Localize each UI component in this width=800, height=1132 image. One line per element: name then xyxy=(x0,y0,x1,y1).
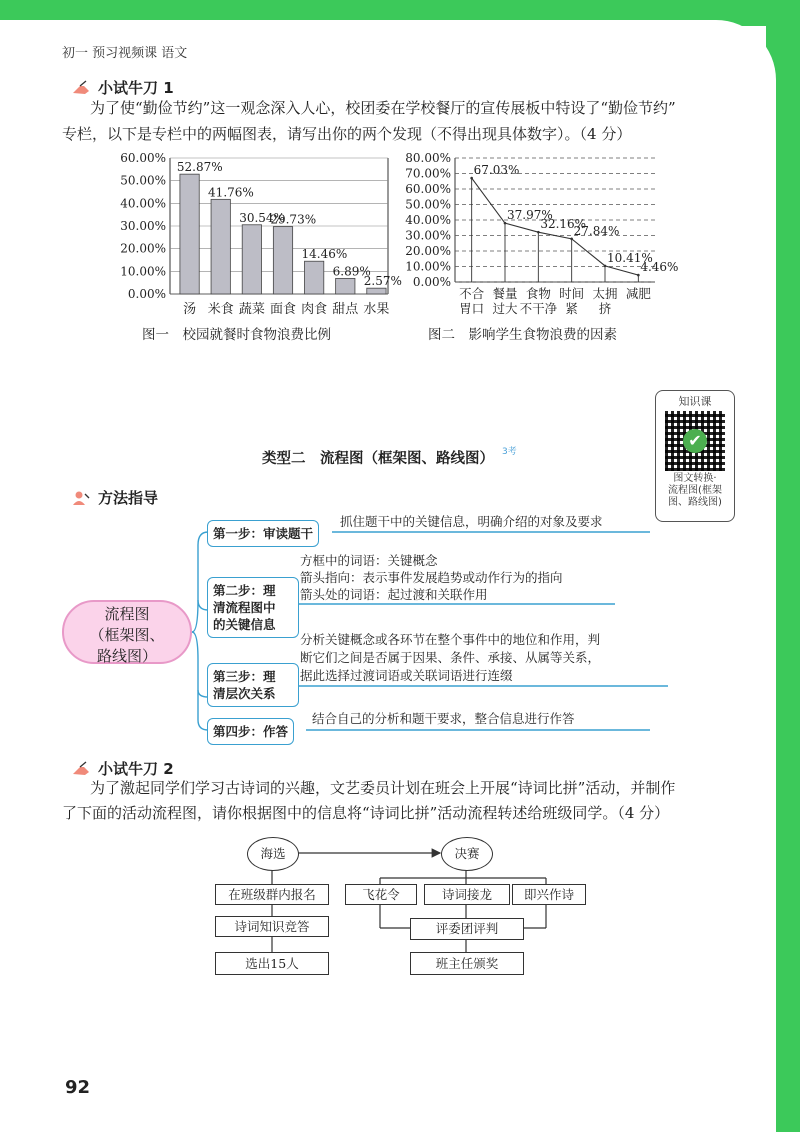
chart1-caption: 图一 校园就餐时食物浪费比例 xyxy=(142,327,331,343)
chart1-category-label: 汤 xyxy=(183,302,197,317)
chart1-value-label: 2.57% xyxy=(363,274,402,289)
step2-label-line-3: 的关键信息 xyxy=(213,617,276,632)
mindmap-root-line-3: 路线图） xyxy=(96,647,157,665)
chart2-category-label-top: 餐量 xyxy=(492,286,518,301)
step1-label: 第一步：审读题干 xyxy=(207,520,319,547)
practice2-line1: 为了激起同学们学习古诗词的兴趣，文艺委员计划在班会上开展“诗词比拼”活动，并制作 xyxy=(90,779,676,797)
practice2-title: 小试牛刀 2 xyxy=(98,760,174,778)
qr-line-1: 图文转换· xyxy=(673,473,717,484)
chart2-value-label: 37.97% xyxy=(507,208,553,223)
chart2-ytick-label: 20.00% xyxy=(405,244,451,258)
chart2-ytick-label: 30.00% xyxy=(405,228,451,243)
qr-line-3: 图、路线图) xyxy=(668,497,722,508)
chart2-ytick-label: 70.00% xyxy=(405,166,451,181)
mindmap-root-line-2: （框架图、 xyxy=(89,626,165,644)
step2-label-line-2: 清流程图中 xyxy=(213,600,276,615)
flow-feihua: 飞花令 xyxy=(345,884,417,905)
chart1-value-label: 6.89% xyxy=(332,264,371,279)
flow-award: 班主任颁奖 xyxy=(410,952,524,975)
step2-text-3: 箭头处的词语：起过渡和关联作用 xyxy=(300,587,488,602)
method-title: 方法指导 xyxy=(98,489,159,507)
practice2-line2: 了下面的活动流程图，请你根据图中的信息将“诗词比拼”活动流程转述给班级同学。（4 分） xyxy=(62,804,670,822)
chart2-category-label-top: 食物 xyxy=(525,286,551,301)
flow-jielong: 诗词接龙 xyxy=(424,884,510,905)
qr-line-2: 流程图(框架 xyxy=(668,485,722,496)
step1-text: 抓住题干中的关键信息，明确介绍的对象及要求 xyxy=(340,514,603,529)
chart2-category-label-bottom: 过大 xyxy=(492,301,518,316)
check-icon: ✔ xyxy=(683,429,707,453)
practice1-line2: 专栏，以下是专栏中的两幅图表，请写出你的两个发现（不得出现具体数字）。（4 分） xyxy=(62,125,632,143)
chart2-category-label-bottom: 紧 xyxy=(565,301,578,316)
page-number: 92 xyxy=(65,1077,91,1098)
step3-label-line-1: 第三步：理 xyxy=(213,669,276,684)
chart2-value-label: 32.16% xyxy=(540,217,587,232)
chart1-ytick-label: 20.00% xyxy=(120,241,166,256)
chart2-category-label-bottom: 胃口 xyxy=(459,301,485,316)
chart2-category-label-top: 太拥 xyxy=(592,286,618,301)
chart1-ytick-label: 0.00% xyxy=(127,287,166,301)
step3-text-3: 据此选择过渡词语或关联词语进行连缀 xyxy=(300,668,513,683)
flow-juesai: 决赛 xyxy=(441,837,493,871)
chart1-ytick-label: 10.00% xyxy=(120,264,166,279)
chart2-value-label: 67.03% xyxy=(473,163,520,178)
chart1-ytick-label: 40.00% xyxy=(120,196,166,211)
chart2-category-label-top: 时间 xyxy=(559,286,585,301)
chart1-category-label: 蔬菜 xyxy=(238,302,265,317)
chart2-ytick-label: 80.00% xyxy=(405,151,451,165)
chart2-caption: 图二 影响学生食物浪费的因素 xyxy=(428,327,617,343)
mindmap-root-line-1: 流程图 xyxy=(104,605,150,623)
chart1-ytick-label: 60.00% xyxy=(120,151,166,165)
chart1-value-label: 30.54% xyxy=(239,210,285,225)
flow-haixuan: 海选 xyxy=(247,837,299,871)
step2-text-2: 箭头指向：表示事件发展趋势或动作行为的指向 xyxy=(300,570,563,585)
step3-text-2: 断它们之间是否属于因果、条件、承接、从属等关系， xyxy=(300,650,601,665)
practice1-line1: 为了使“勤俭节约”这一观念深入人心，校团委在学校餐厅的宣传展板中特设了“勤俭节约” xyxy=(90,99,676,117)
chart2-ytick-label: 50.00% xyxy=(405,197,451,212)
practice1-title: 小试牛刀 1 xyxy=(98,79,174,97)
chart2-value-label: 10.41% xyxy=(607,250,653,265)
chart1-ytick-label: 50.00% xyxy=(120,173,166,188)
chart2-ytick-label: 40.00% xyxy=(405,213,451,227)
chart1-value-label: 41.76% xyxy=(208,185,254,200)
step4-label: 第四步：作答 xyxy=(207,718,294,745)
chart2-ytick-label: 10.00% xyxy=(405,259,451,274)
chart1-category-label: 米食 xyxy=(207,302,234,317)
flow-jixing: 即兴作诗 xyxy=(512,884,586,905)
step3-label-line-2: 清层次关系 xyxy=(213,686,276,701)
chart1-value-label: 52.87% xyxy=(176,160,223,175)
step4-text: 结合自己的分析和题干要求，整合信息进行作答 xyxy=(312,711,575,726)
chart2-category-label-top: 减肥 xyxy=(625,286,651,301)
step3-text-1: 分析关键概念或各环节在整个事件中的地位和作用，判 xyxy=(300,632,601,647)
chart2-category-label-top: 不合 xyxy=(459,286,485,301)
chart1-value-label: 14.46% xyxy=(301,247,348,262)
type2-exam-mark: 3考 xyxy=(502,447,517,457)
chart1-category-label: 水果 xyxy=(363,302,390,317)
chart2-value-label: 4.46% xyxy=(640,260,679,275)
chart2-category-label-bottom: 挤 xyxy=(598,301,612,316)
type2-title: 类型二 流程图（框架图、路线图） xyxy=(262,451,494,467)
chart2-ytick-label: 60.00% xyxy=(405,182,451,196)
chart2-value-label: 27.84% xyxy=(573,223,620,238)
chart2-category-label-bottom: 不干净 xyxy=(519,301,558,316)
flow-judge: 评委团评判 xyxy=(410,918,524,940)
page-header: 初一 预习视频课 语文 xyxy=(62,46,188,61)
step2-label-line-1: 第二步：理 xyxy=(213,583,276,598)
step2-text-1: 方框中的词语：关键概念 xyxy=(300,553,438,568)
flow-signup: 在班级群内报名 xyxy=(215,884,329,905)
chart1-ytick-label: 30.00% xyxy=(120,219,166,233)
chart1-category-label: 面食 xyxy=(269,302,297,317)
chart1-category-label: 甜点 xyxy=(332,302,359,317)
flow-quiz: 诗词知识竞答 xyxy=(215,916,329,937)
chart1-value-label: 29.73% xyxy=(270,212,317,227)
flow-select: 选出15人 xyxy=(215,952,329,975)
chart2-ytick-label: 0.00% xyxy=(412,275,451,289)
chart1-category-label: 肉食 xyxy=(301,302,328,317)
qr-title: 知识课 xyxy=(678,395,712,408)
